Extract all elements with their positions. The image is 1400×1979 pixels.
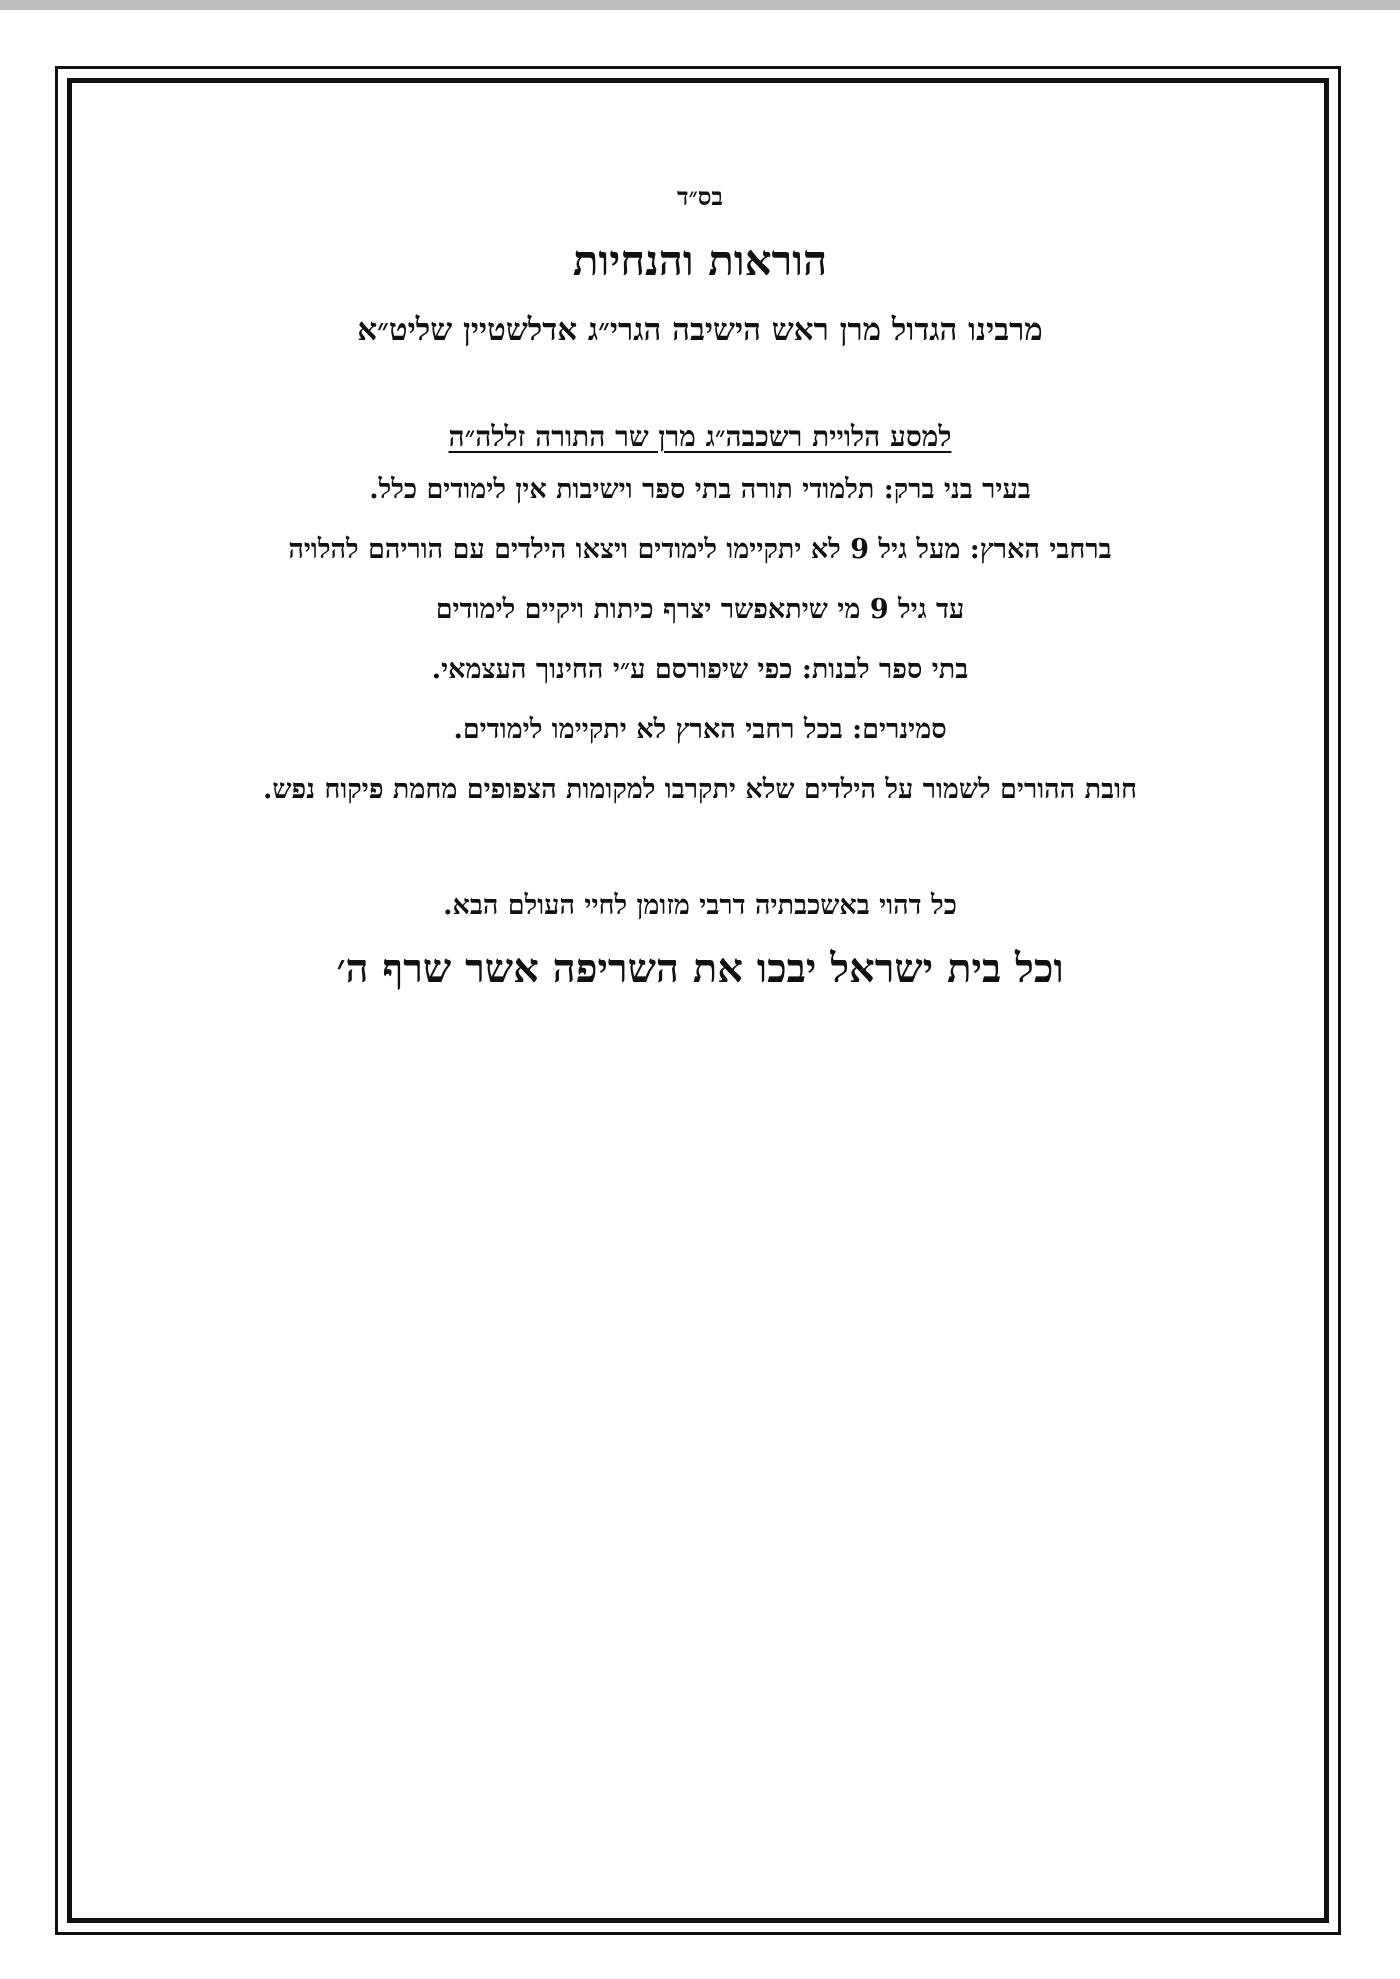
document-subtitle: מרבינו הגדול מרן ראש הישיבה הגרי״ג אדלשטיין שליט״א	[357, 312, 1043, 348]
closing-line: כל דהוי באשכבתיה דרבי מזומן לחיי העולם הבא.	[443, 890, 957, 921]
final-line: וכל בית ישראל יבכו את השריפה אשר שרף ה׳	[336, 945, 1064, 992]
instruction-item-seminaries: סמינרים: בכל רחבי הארץ לא יתקיימו לימודים.	[453, 714, 947, 745]
instruction-item-parents-duty: חובת ההורים לשמור על הילדים שלא יתקרבו למקומות הצפופים מחמת פיקוח נפש.	[263, 774, 1137, 805]
document-title: הוראות והנחיות	[572, 236, 828, 285]
header-abbrev: בס״ד	[677, 182, 723, 211]
top-gray-strip	[0, 0, 1400, 10]
instruction-item-under-9: עד גיל 9 מי שיתאפשר יצרף כיתות ויקיים לימודים	[435, 594, 965, 625]
instruction-item-girls-schools: בתי ספר לבנות: כפי שיפורסם ע״י החינוך העצמאי.	[431, 654, 969, 685]
document-content	[120, 170, 1280, 992]
instruction-item-bnei-brak: בעיר בני ברק: תלמודי תורה בתי ספר וישיבות אין לימודים כלל.	[369, 474, 1031, 505]
instruction-item-country: ברחבי הארץ: מעל גיל 9 לא יתקיימו לימודים ויצאו הילדים עם הוריהם להלויה	[288, 534, 1112, 565]
section-title: למסע הלויית רשכבה״ג מרן שר התורה זללה״ה	[448, 420, 952, 453]
